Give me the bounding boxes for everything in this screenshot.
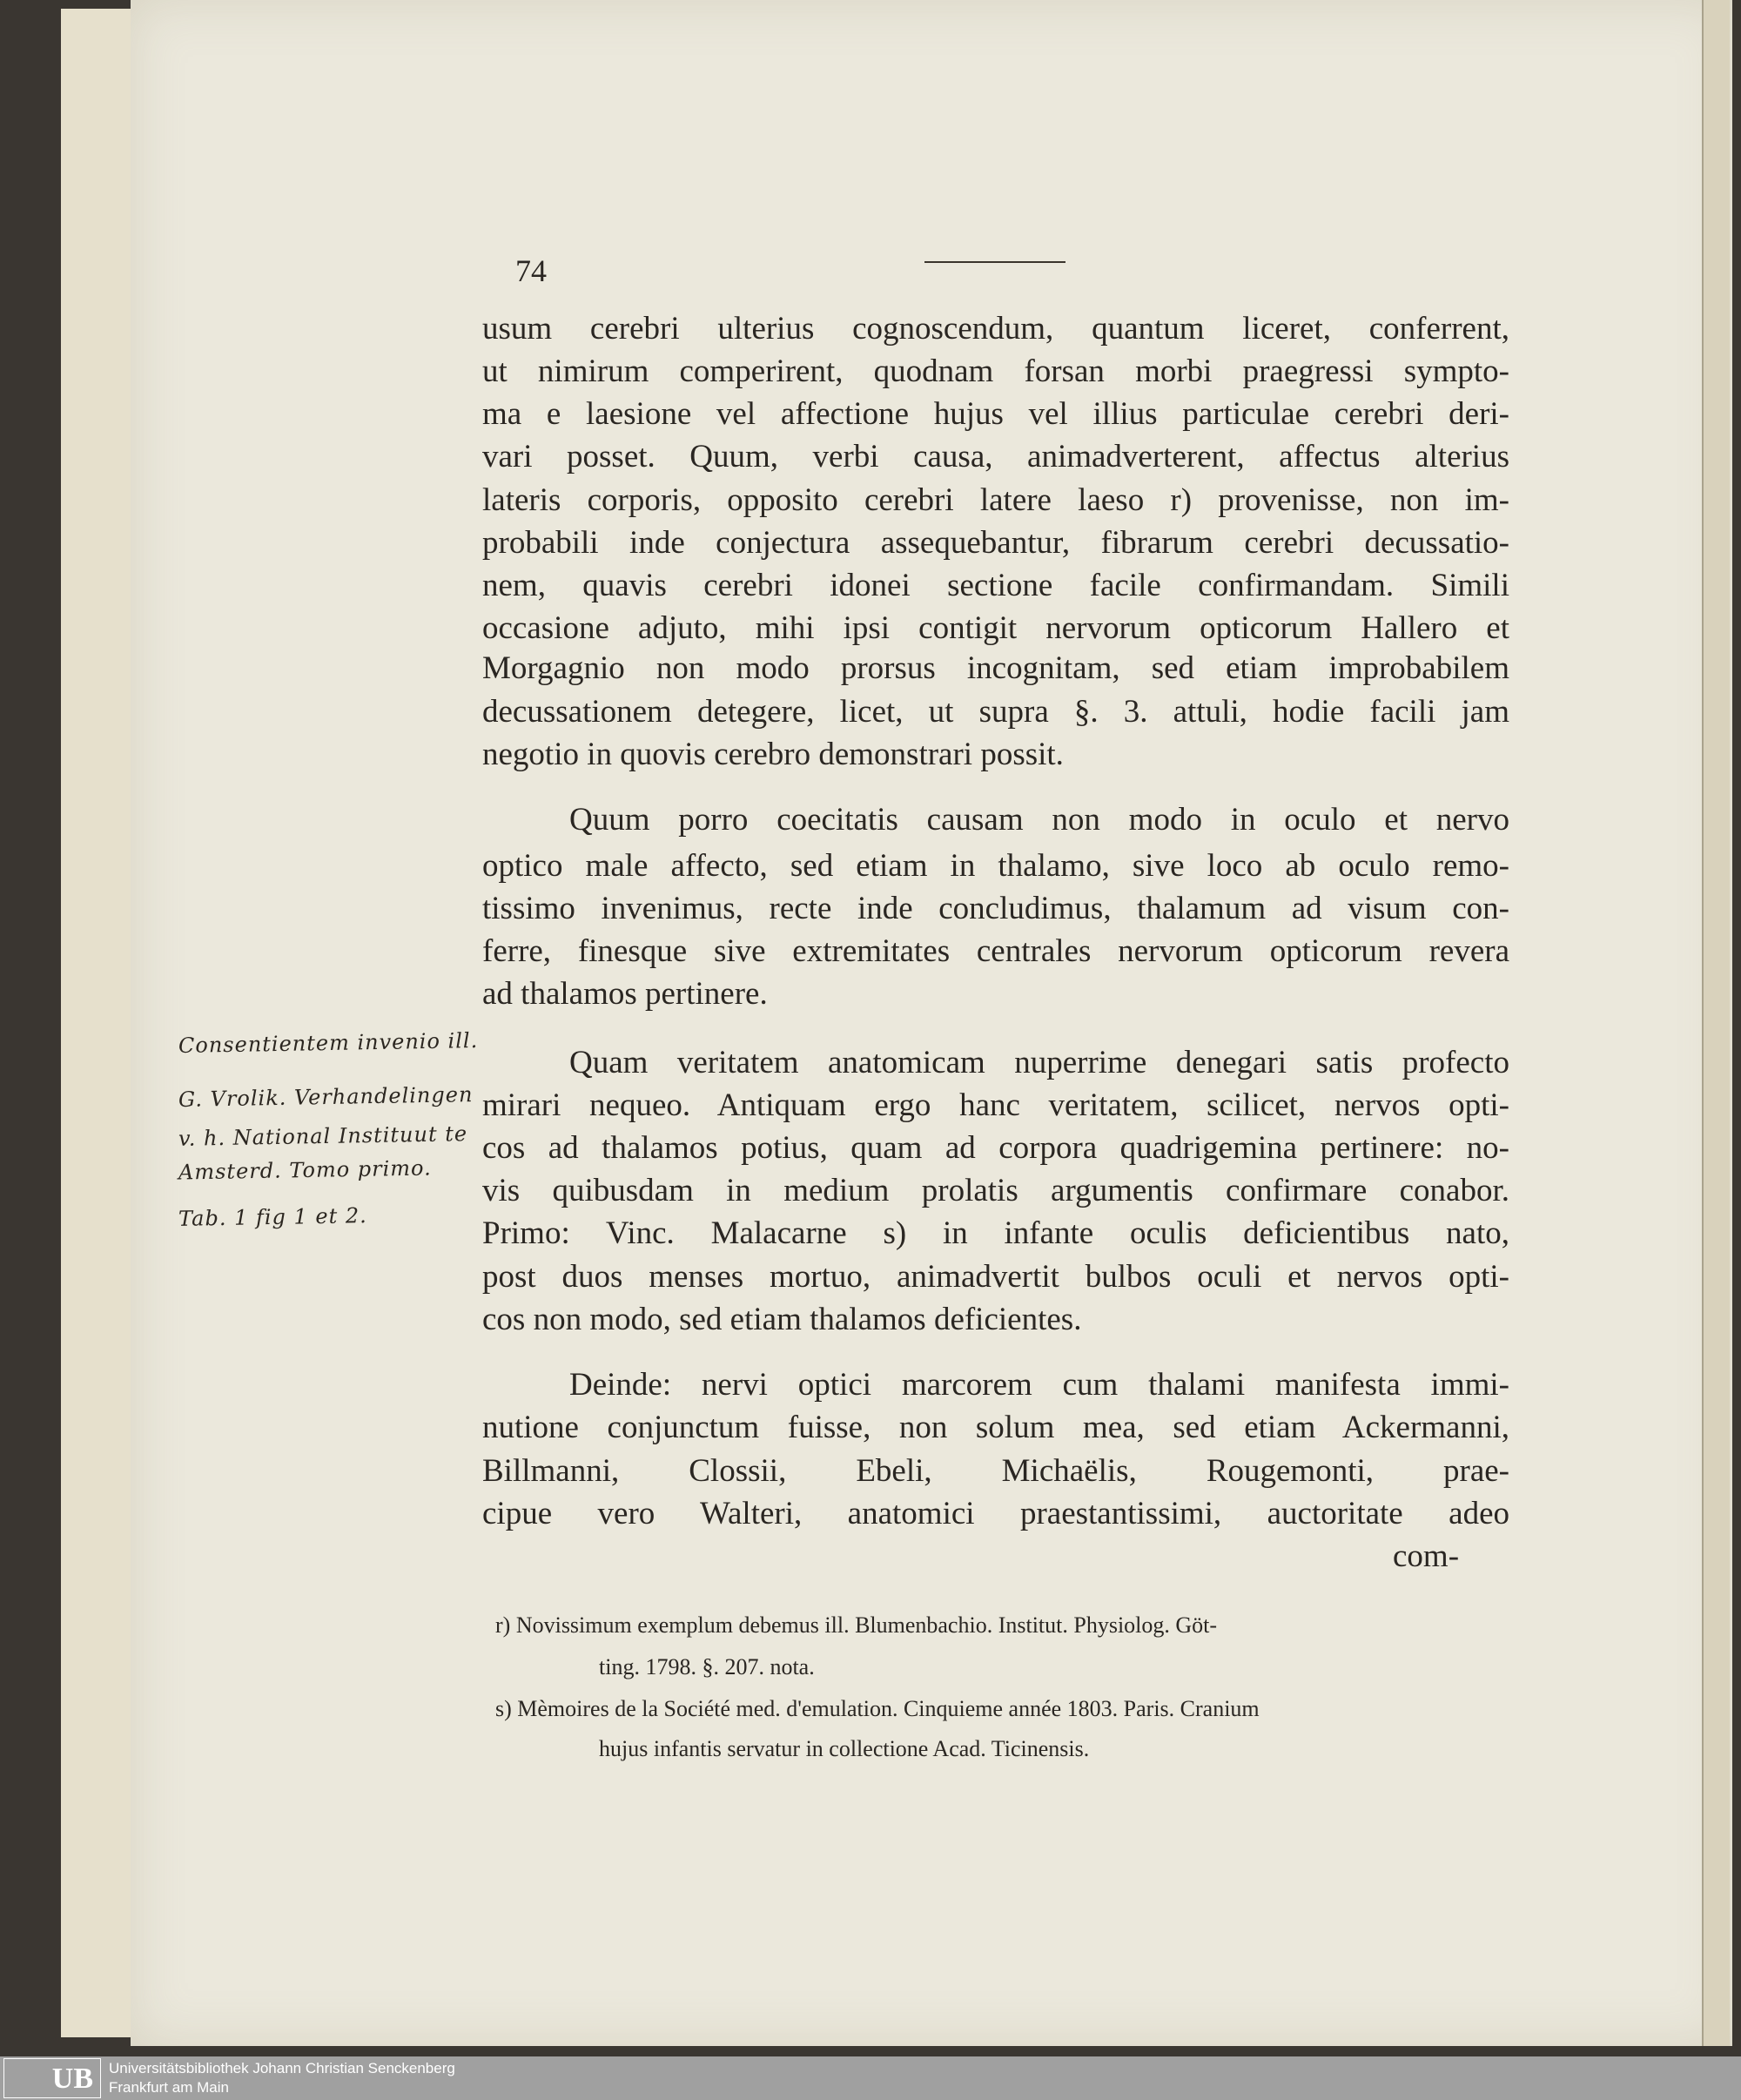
text-line: ut nimirum comperirent, quodnam forsan morbi praegressi sympto- <box>482 353 1509 389</box>
right-page-edge <box>1702 0 1730 2046</box>
footnote-line: s) Mèmoires de la Société med. d'emulation. Cinquieme année 1803. Paris. Cranium <box>495 1696 1260 1721</box>
text-line: cos ad thalamos potius, quam ad corpora quadrigemina pertinere: no- <box>482 1130 1509 1166</box>
library-logo: UB <box>3 2058 101 2098</box>
page-number: 74 <box>515 253 547 288</box>
text-line: negotio in quovis cerebro demonstrari possit. <box>482 737 1064 772</box>
text-line: ferre, finesque sive extremitates centrales nervorum opticorum revera <box>482 933 1509 969</box>
text-line: cos non modo, sed etiam thalamos deficientes. <box>482 1302 1082 1337</box>
text-line: vis quibusdam in medium prolatis argumentis confirmare conabor. <box>482 1173 1509 1208</box>
header-rule <box>924 261 1065 263</box>
text-line: Primo: Vinc. Malacarne s) in infante oculis deficientibus nato, <box>482 1215 1509 1251</box>
text-line: mirari nequeo. Antiquam ergo hanc veritatem, scilicet, nervos opti- <box>482 1087 1509 1123</box>
text-line: occasione adjuto, mihi ipsi contigit nervorum opticorum Hallero et <box>482 610 1509 646</box>
text-line: post duos menses mortuo, animadvertit bulbos oculi et nervos opti- <box>482 1259 1509 1295</box>
text-line: usum cerebri ulterius cognoscendum, quantum liceret, conferrent, <box>482 311 1509 347</box>
text-line: Quum porro coecitatis causam non modo in oculo et nervo <box>569 802 1509 838</box>
footnote-line: ting. 1798. §. 207. nota. <box>599 1654 815 1679</box>
text-line: Quam veritatem anatomicam nuperrime denegari satis profecto <box>569 1045 1509 1080</box>
library-name: Universitätsbibliothek Johann Christian Senckenberg <box>109 2060 455 2076</box>
footnote-line: hujus infantis servatur in collectione Acad. Ticinensis. <box>599 1736 1090 1761</box>
text-line: lateris corporis, opposito cerebri latere laeso r) provenisse, non im- <box>482 482 1509 518</box>
catchword: com- <box>1393 1538 1460 1574</box>
text-line: decussationem detegere, licet, ut supra §. 3. attuli, hodie facili jam <box>482 694 1509 730</box>
text-line: ma e laesione vel affectione hujus vel illius particulae cerebri deri- <box>482 396 1509 432</box>
handwritten-note-line: v. h. National Instituut te <box>178 1121 468 1151</box>
text-line: Deinde: nervi optici marcorem cum thalami manifesta immi- <box>569 1367 1509 1403</box>
footnote-line: r) Novissimum exemplum debemus ill. Blumenbachio. Institut. Physiolog. Göt- <box>495 1612 1218 1638</box>
text-line: Morgagnio non modo prorsus incognitam, sed etiam improbabilem <box>482 650 1509 686</box>
text-line: cipue vero Walteri, anatomici praestantissimi, auctoritate adeo <box>482 1496 1509 1531</box>
text-line: optico male affecto, sed etiam in thalamo, sive loco ab oculo remo- <box>482 848 1509 884</box>
text-line: vari posset. Quum, verbi causa, animadverterent, affectus alterius <box>482 439 1509 475</box>
library-city: Frankfurt am Main <box>109 2079 229 2096</box>
text-line: tissimo invenimus, recte inde concludimus, thalamum ad visum con- <box>482 891 1509 926</box>
handwritten-note-line: G. Vrolik. Verhandelingen <box>178 1082 474 1112</box>
text-line: nutione conjunctum fuisse, non solum mea, sed etiam Ackermanni, <box>482 1410 1509 1445</box>
text-line: ad thalamos pertinere. <box>482 976 768 1012</box>
handwritten-note-line: Amsterd. Tomo primo. <box>178 1155 432 1185</box>
handwritten-note-line: Consentientem invenio ill. <box>178 1027 479 1059</box>
text-line: nem, quavis cerebri idonei sectione facile confirmandam. Simili <box>482 568 1509 603</box>
text-line: Billmanni, Clossii, Ebeli, Michaëlis, Rougemonti, prae- <box>482 1453 1509 1489</box>
handwritten-note-line: Tab. 1 fig 1 et 2. <box>178 1203 368 1231</box>
text-line: probabili inde conjectura assequebantur, fibrarum cerebri decussatio- <box>482 525 1509 561</box>
